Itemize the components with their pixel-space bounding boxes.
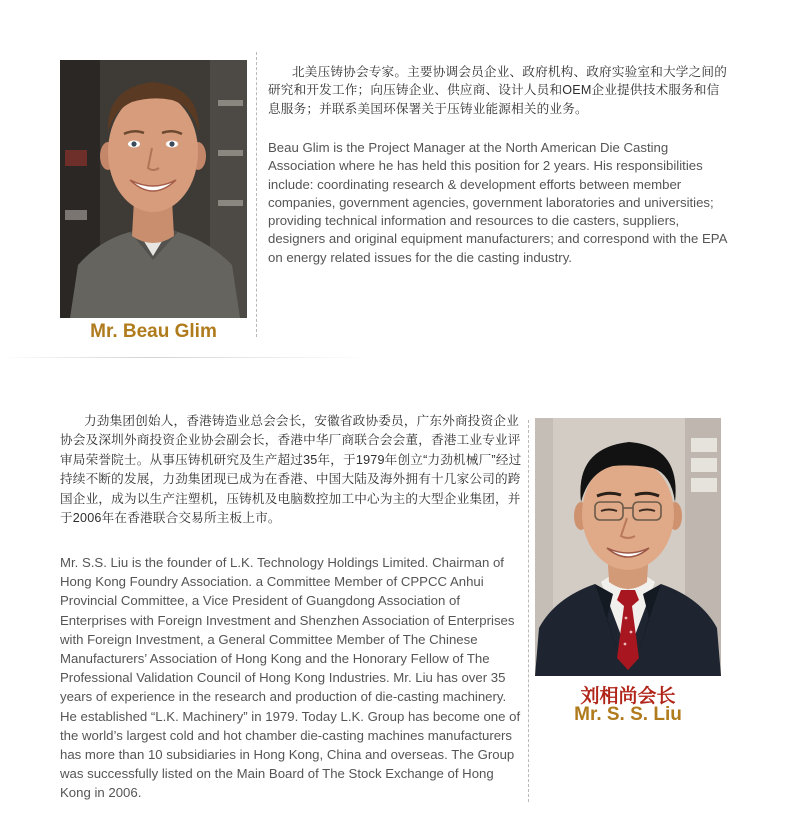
beau-glim-name-caption: Mr. Beau Glim [90,321,217,342]
section-separator [0,357,370,358]
profile2-divider [528,420,529,802]
beau-glim-bio-english: Beau Glim is the Project Manager at the North American Die Casting Association where he has held this position for 2 years. His responsibilities include: coordinating research & development efforts between member companies, government agencies, government laboratories and universities; providing technical information and resources to die casters, suppliers, designers and original equipment manufacturers; and correspond with the EPA on energy related issues for the die casting industry. [268,140,727,265]
portrait-beau-glim-illustration [60,60,247,318]
portrait-beau-glim [60,60,247,318]
ss-liu-name-caption-chinese: 刘相尚会长 [580,686,676,707]
ss-liu-bio-chinese: 力劲集团创始人，香港铸造业总会会长，安徽省政协委员，广东外商投资企业协会及深圳外商投资企业协会副会长，香港中华厂商联合会会董，香港工业专业评审局荣誉院士。从事压铸机研究及生产超过35年，于1979年创立“力劲机械厂”经过持续不断的发展，力劲集团现已成为在香港、中国大陆及海外拥有十几家公司的跨国企业，成为以生产注塑机，压铸机及电脑数控加工中心为主的大型企业集团，并于2006年在香港联合交易所主板上市。 [60,414,522,526]
ss-liu-bio-english: Mr. S.S. Liu is the founder of L.K. Technology Holdings Limited. Chairman of Hong Kong Foundry Association. a Committee Member of CPPCC Anhui Provincial Committee, a Vice President of Guangdong Association of Enterprises with Foreign Investment and Shenzhen Association of Enterprises with Foreign Investment, a General Committee Member of The Chinese Manufacturers’ Association of Hong Kong and the Honorary Fellow of The Professional Validation Council of Hong Kong Industries. Mr. Liu has over 35 years of experience in the research and production of die-casting machinery. He established “L.K. Machinery” in 1979. Today L.K. Group has become one of the world’s largest cold and hot chamber die-casting machines manufacturers has more than 10 subsidiaries in Hong Kong, China and overseas. The Group was successfully listed on the Main Board of The Stock Exchange of Hong Kong in 2006. [60,555,521,801]
profile1-divider [256,52,257,337]
beau-glim-bio-chinese: 北美压铸协会专家。主要协调会员企业、政府机构、政府实验室和大学之间的研究和开发工作；向压铸企业、供应商、设计人员和OEM企业提供技术服务和信息服务；并联系美国环保署关于压铸业能源相关的业务。 [268,65,727,116]
portrait-ss-liu-illustration [535,418,721,676]
ss-liu-name-caption-english: Mr. S. S. Liu [574,704,682,725]
portrait-ss-liu [535,418,721,676]
